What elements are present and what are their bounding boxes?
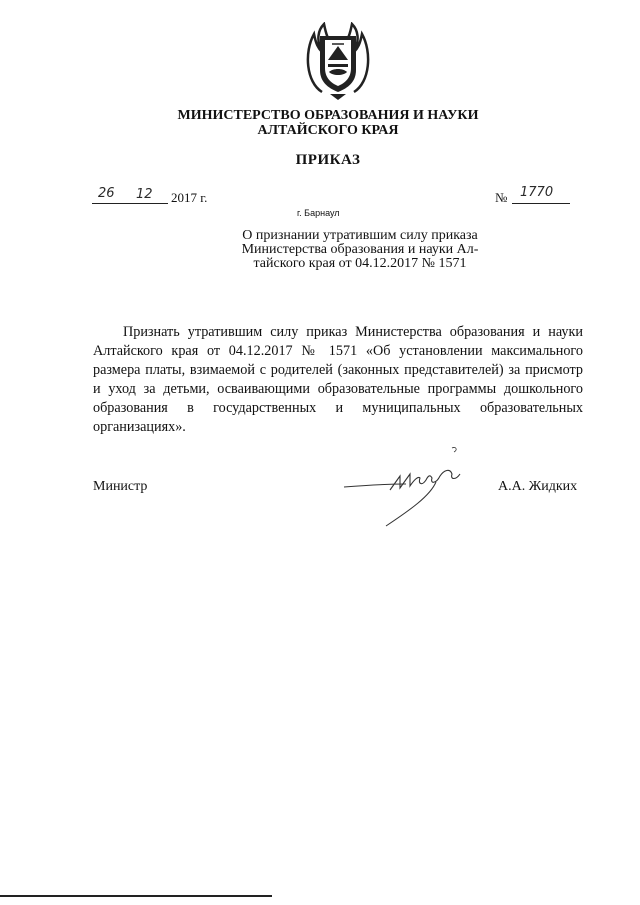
subject-line: тайского края от 04.12.2017 № 1571 xyxy=(253,256,467,271)
signer-title: Министр xyxy=(93,479,148,494)
footer-rule xyxy=(0,895,272,897)
signer-name: А.А. Жидких xyxy=(498,479,578,494)
ministry-name-line1: МИНИСТЕРСТВО ОБРАЗОВАНИЯ И НАУКИ xyxy=(177,108,479,123)
order-subject xyxy=(228,229,492,271)
order-number-label: № xyxy=(495,190,508,205)
subject-line: Министерства образования и науки Ал- xyxy=(241,242,479,257)
order-body-paragraph: Признать утратившим силу приказ Министерства образования и науки Алтайского края от 04.12.2017 № 1571 «Об установлении максимального размера платы, взимаемой с родителей (законных представителей) за присмотр и уход за детьми, осваивающими образовательные программы дошкольного образования в государственных и муниципальных образовательных организациях». xyxy=(93,324,583,435)
order-number-handwritten: 1770 xyxy=(520,185,554,200)
document-type-title: ПРИКАЗ xyxy=(295,152,361,168)
date-month-handwritten: 12 xyxy=(136,187,153,202)
handwritten-signature xyxy=(340,440,470,530)
date-underline xyxy=(92,203,168,204)
coat-of-arms-emblem-icon xyxy=(302,22,374,100)
city-label: г. Барнаул xyxy=(297,208,340,218)
ministry-name-line2: АЛТАЙСКОГО КРАЯ xyxy=(257,123,399,138)
subject-line: О признании утратившим силу приказа xyxy=(242,228,478,243)
date-day-handwritten: 26 xyxy=(98,186,115,201)
order-number-underline xyxy=(512,203,570,204)
date-year: 2017 г. xyxy=(171,190,208,205)
